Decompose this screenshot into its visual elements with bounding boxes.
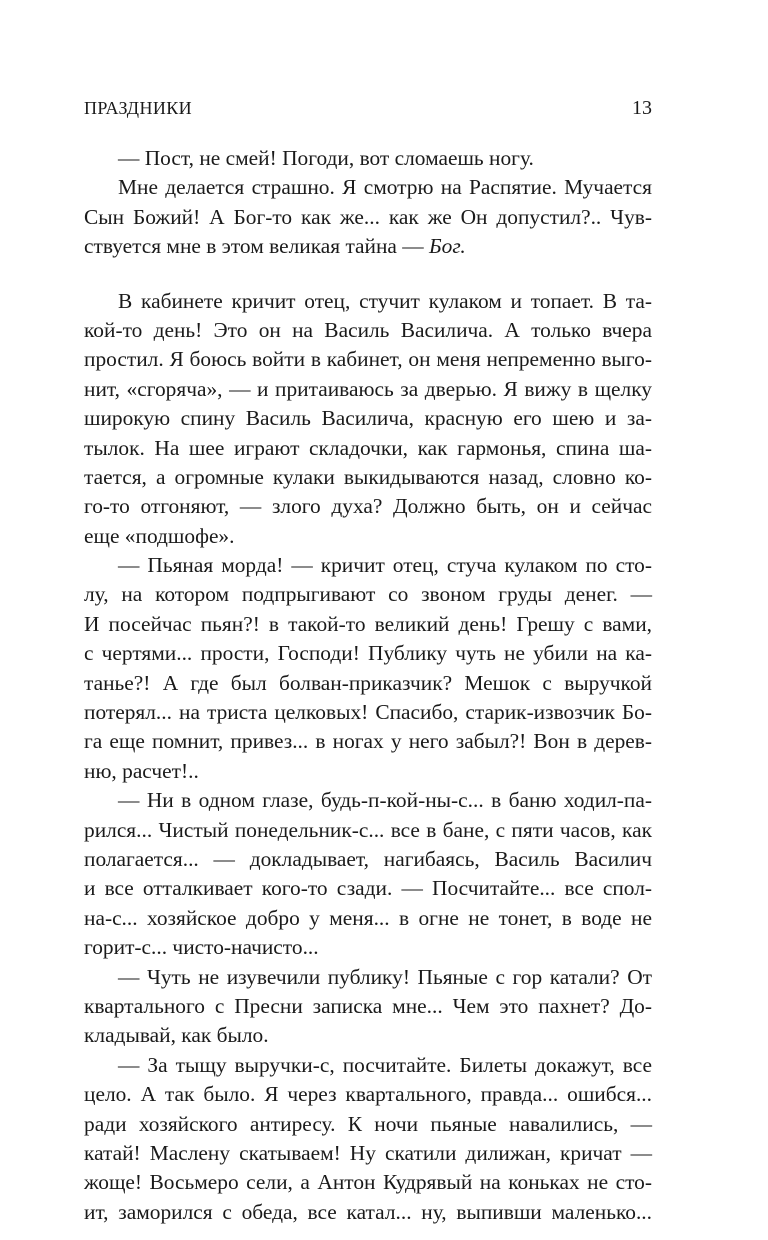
page-header — [84, 94, 652, 122]
text-section-2 — [84, 287, 652, 1228]
text-line: потерял... на триста целковых! Спасибо, старик-извозчик Бо- — [84, 700, 652, 725]
text-line: на-с... хозяйское добро у меня... в огне не тонет, в воде не — [84, 905, 652, 930]
text-line: га еще помнит, привез... в ногах у него забыл?! Вон в дерев- — [84, 729, 652, 754]
text-line: еще «подшофе». — [84, 523, 235, 548]
italic-word: Бог. — [429, 234, 466, 259]
text-line: Мне делается страшно. Я смотрю на Распятие. Мучается — [118, 175, 652, 200]
body-text — [84, 144, 652, 1227]
section-break — [84, 262, 652, 287]
text-line: ню, расчет!.. — [84, 758, 199, 783]
text-line: квартального с Пресни записка мне... Чем это пахнет? До- — [84, 993, 652, 1018]
text-line: рился... Чистый понедельник-с... все в бане, с пяти часов, как — [84, 817, 652, 842]
text-section-1 — [84, 144, 652, 262]
text-line: простил. Я боюсь войти в кабинет, он меня непременно выго- — [84, 347, 652, 372]
text-line: тается, а огромные кулаки выкидываются назад, словно ко- — [84, 464, 652, 489]
text-line: ствуется мне в этом великая тайна — Бог. — [84, 234, 466, 259]
text-line: нит, «сгоряча», — и притаиваюсь за дверью. Я вижу в щелку — [84, 376, 652, 401]
text-line: жоще! Восьмеро сели, а Антон Кудрявый на коньках не сто- — [84, 1170, 652, 1195]
text-line: танье?! А где был болван-приказчик? Мешок с выручкой — [84, 670, 652, 695]
text-line: — Пьяная морда! — кричит отец, стуча кулаком по сто- — [118, 553, 652, 578]
text-line: го-то отгоняют, — злого духа? Должно быть, он и сейчас — [84, 494, 652, 519]
text-line: кой-то день! Это он на Василь Василича. А только вчера — [84, 317, 652, 342]
text-line: лу, на котором подпрыгивают со звоном груды денег. — — [84, 582, 652, 607]
text-line: ради хозяйского антиресу. К ночи пьяные навалились, — — [84, 1111, 652, 1136]
text-line: кладывай, как было. — [84, 1023, 269, 1048]
text-line: — За тыщу выручки-с, посчитайте. Билеты докажут, все — [118, 1052, 652, 1077]
text-line: полагается... — докладывает, нагибаясь, Василь Василич — [84, 846, 652, 871]
text-line: катай! Маслену скатываем! Ну скатили дилижан, кричат — — [84, 1140, 652, 1165]
text-line: горит-с... чисто-начисто... — [84, 935, 319, 960]
text-line: цело. А так было. Я через квартального, правда... ошибся... — [84, 1082, 652, 1107]
text-line: В кабинете кричит отец, стучит кулаком и топает. В та- — [118, 288, 652, 313]
text-line: И посейчас пьян?! в такой-то великий день! Грешу с вами, — [84, 611, 652, 636]
text-line: — Ни в одном глазе, будь-п-кой-ны-с... в баню ходил-па- — [118, 788, 652, 813]
text-line: широкую спину Василь Василича, красную его шею и за- — [84, 406, 652, 431]
text-line: тылок. На шее играют складочки, как гармонья, спина ша- — [84, 435, 652, 460]
page-number: 13 — [632, 97, 652, 119]
running-head: ПРАЗДНИКИ — [84, 98, 193, 118]
text-line: и все отталкивает кого-то сзади. — Посчитайте... все спол- — [84, 876, 652, 901]
text-line: — Чуть не изувечили публику! Пьяные с гор катали? От — [118, 964, 652, 989]
text-line: с чертями... прости, Господи! Публику чуть не убили на ка- — [84, 641, 652, 666]
text-line: — Пост, не смей! Погоди, вот сломаешь ногу. — [118, 146, 534, 170]
text-line: Сын Божий! А Бог-то как же... как же Он допустил?.. Чув- — [84, 204, 652, 229]
text-line: ит, заморился с обеда, все катал... ну, выпивши маленько... — [84, 1199, 652, 1224]
